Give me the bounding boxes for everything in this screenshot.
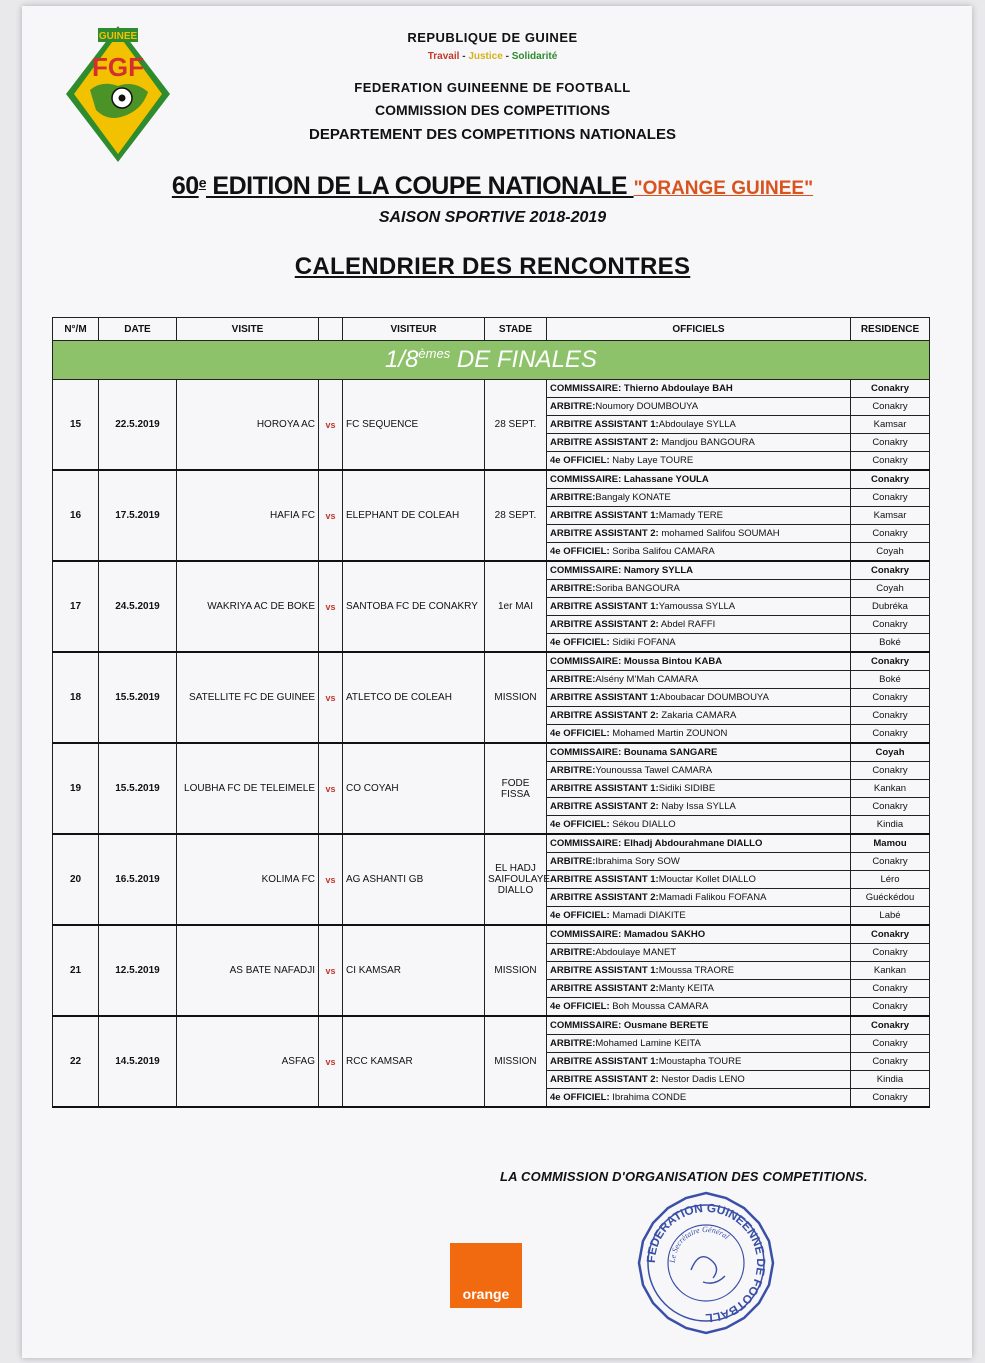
official-name: Alsény M'Mah CAMARA: [595, 674, 699, 685]
official-residence: Boké: [851, 671, 930, 689]
home-team: AS BATE NAFADJI: [177, 925, 319, 1016]
official-residence: Conakry: [851, 470, 930, 489]
official-entry: [547, 1016, 851, 1035]
table-row: [53, 743, 930, 762]
official-residence: Conakry: [851, 561, 930, 580]
federation-name: FEDERATION GUINEENNE DE FOOTBALL: [354, 80, 631, 95]
official-entry: [547, 561, 851, 580]
official-role: ARBITRE:: [550, 1038, 596, 1049]
official-role: ARBITRE ASSISTANT 1:: [550, 601, 659, 612]
official-name: Younoussa Tawel CAMARA: [595, 765, 713, 776]
official-role: 4e OFFICIEL:: [550, 637, 610, 648]
official-role: COMMISSAIRE:: [550, 565, 622, 576]
official-entry: [547, 725, 851, 744]
official-name: Moustapha TOURE: [658, 1056, 742, 1067]
official-name: Mamadi DIAKITE: [609, 910, 686, 921]
vs-label: vs: [319, 1016, 343, 1107]
official-role: COMMISSAIRE:: [550, 383, 622, 394]
vs-label: vs: [319, 470, 343, 561]
stadium: FODE FISSA: [485, 743, 547, 834]
official-name: Namory SYLLA: [621, 565, 694, 576]
home-team: WAKRIYA AC DE BOKE: [177, 561, 319, 652]
table-row: [53, 470, 930, 489]
vs-label: vs: [319, 743, 343, 834]
official-entry: [547, 616, 851, 634]
official-name: Ibrahima CONDE: [609, 1092, 687, 1103]
home-team: ASFAG: [177, 1016, 319, 1107]
official-name: Abdel RAFFI: [658, 619, 716, 630]
official-residence: Labé: [851, 907, 930, 926]
official-entry: [547, 543, 851, 562]
home-team: HAFIA FC: [177, 470, 319, 561]
official-role: ARBITRE ASSISTANT 2:: [550, 710, 659, 721]
official-name: Soriba BANGOURA: [595, 583, 680, 594]
official-entry: [547, 853, 851, 871]
federation-stamp: [633, 1190, 779, 1336]
away-team: ATLETCO DE COLEAH: [343, 652, 485, 743]
match-number: 16: [53, 470, 99, 561]
vs-label: vs: [319, 925, 343, 1016]
official-entry: [547, 489, 851, 507]
official-residence: Conakry: [851, 925, 930, 944]
official-role: ARBITRE ASSISTANT 2:: [550, 619, 659, 630]
official-residence: Conakry: [851, 1035, 930, 1053]
official-name: Ousmane BERETE: [621, 1020, 709, 1031]
official-role: COMMISSAIRE:: [550, 747, 622, 758]
official-name: Mamadou SAKHO: [621, 929, 706, 940]
official-residence: Mamou: [851, 834, 930, 853]
official-name: Sidiki FOFANA: [609, 637, 676, 648]
match-number: 19: [53, 743, 99, 834]
stadium: MISSION: [485, 652, 547, 743]
match-date: 24.5.2019: [99, 561, 177, 652]
official-entry: [547, 1053, 851, 1071]
home-team: KOLIMA FC: [177, 834, 319, 925]
official-name: Moussa TRAORE: [658, 965, 735, 976]
motto-solidarite: Solidarité: [511, 51, 558, 62]
official-role: ARBITRE ASSISTANT 2:: [550, 983, 659, 994]
away-team: FC SEQUENCE: [343, 380, 485, 471]
official-residence: Boké: [851, 634, 930, 653]
official-name: Naby Issa SYLLA: [658, 801, 736, 812]
official-entry: [547, 470, 851, 489]
logo-letters: FGF: [92, 52, 144, 82]
official-entry: [547, 580, 851, 598]
stadium: MISSION: [485, 925, 547, 1016]
official-name: Mohamed Lamine KEITA: [595, 1038, 701, 1049]
official-role: ARBITRE:: [550, 401, 596, 412]
official-name: Boh Moussa CAMARA: [609, 1001, 709, 1012]
vs-label: vs: [319, 561, 343, 652]
official-residence: Dubréka: [851, 598, 930, 616]
vs-label: vs: [319, 652, 343, 743]
season-subtitle: SAISON SPORTIVE 2018-2019: [378, 209, 607, 226]
stage-suffix: DE FINALES: [450, 346, 597, 373]
official-residence: Conakry: [851, 434, 930, 452]
away-team: CO COYAH: [343, 743, 485, 834]
match-number: 20: [53, 834, 99, 925]
stamp-outer-text: FEDERATION GUINEENNE DE FOOTBALL: [643, 1200, 769, 1326]
official-residence: Kankan: [851, 780, 930, 798]
stage-row: [53, 341, 930, 380]
official-residence: Conakry: [851, 762, 930, 780]
match-number: 17: [53, 561, 99, 652]
official-entry: [547, 634, 851, 653]
official-residence: Conakry: [851, 1016, 930, 1035]
official-residence: Kamsar: [851, 507, 930, 525]
official-name: Naby Laye TOURE: [609, 455, 694, 466]
official-role: ARBITRE ASSISTANT 1:: [550, 510, 659, 521]
table-header-row: [53, 318, 930, 341]
official-role: 4e OFFICIEL:: [550, 546, 610, 557]
match-number: 22: [53, 1016, 99, 1107]
stadium: 28 SEPT.: [485, 380, 547, 471]
away-team: SANTOBA FC DE CONAKRY: [343, 561, 485, 652]
official-name: Mamady TERE: [658, 510, 723, 521]
header-officiels: OFFICIELS: [547, 318, 851, 341]
department-name: DEPARTEMENT DES COMPETITIONS NATIONALES: [309, 126, 676, 143]
official-residence: Conakry: [851, 489, 930, 507]
official-role: COMMISSAIRE:: [550, 656, 622, 667]
official-residence: Conakry: [851, 998, 930, 1017]
official-name: Abdoulaye MANET: [595, 947, 677, 958]
official-name: Thierno Abdoulaye BAH: [621, 383, 733, 394]
official-entry: [547, 1089, 851, 1108]
official-role: ARBITRE:: [550, 492, 596, 503]
official-entry: [547, 652, 851, 671]
official-entry: [547, 907, 851, 926]
edition-title: [0, 172, 985, 201]
official-name: Yamoussa SYLLA: [658, 601, 736, 612]
match-number: 21: [53, 925, 99, 1016]
vs-label: vs: [319, 834, 343, 925]
commission-name: COMMISSION DES COMPETITIONS: [375, 102, 610, 118]
stadium: 28 SEPT.: [485, 470, 547, 561]
official-role: 4e OFFICIEL:: [550, 1092, 610, 1103]
official-name: Zakaria CAMARA: [658, 710, 737, 721]
match-date: 14.5.2019: [99, 1016, 177, 1107]
official-role: ARBITRE ASSISTANT 1:: [550, 783, 659, 794]
official-residence: Conakry: [851, 380, 930, 398]
match-date: 12.5.2019: [99, 925, 177, 1016]
official-name: Mamadi Falikou FOFANA: [658, 892, 767, 903]
official-name: Abdoulaye SYLLA: [658, 419, 736, 430]
official-residence: Kamsar: [851, 416, 930, 434]
header-date: DATE: [99, 318, 177, 341]
official-residence: Conakry: [851, 652, 930, 671]
official-residence: Conakry: [851, 616, 930, 634]
official-entry: [547, 671, 851, 689]
motto-sep-2: -: [505, 51, 509, 62]
stadium: 1er MAI: [485, 561, 547, 652]
official-role: ARBITRE ASSISTANT 1:: [550, 965, 659, 976]
official-role: ARBITRE ASSISTANT 1:: [550, 1056, 659, 1067]
official-entry: [547, 834, 851, 853]
away-team: RCC KAMSAR: [343, 1016, 485, 1107]
official-name: Bangaly KONATE: [595, 492, 671, 503]
home-team: HOROYA AC: [177, 380, 319, 471]
motto-sep-1: -: [462, 51, 466, 62]
official-entry: [547, 980, 851, 998]
header-visite: VISITE: [177, 318, 319, 341]
official-role: ARBITRE ASSISTANT 1:: [550, 692, 659, 703]
official-entry: [547, 1071, 851, 1089]
stage-sup: èmes: [418, 346, 451, 361]
match-date: 22.5.2019: [99, 380, 177, 471]
motto: [0, 51, 985, 62]
official-entry: [547, 598, 851, 616]
official-residence: Léro: [851, 871, 930, 889]
official-role: 4e OFFICIEL:: [550, 1001, 610, 1012]
official-name: Sidiki SIDIBE: [658, 783, 716, 794]
official-name: Noumory DOUMBOUYA: [595, 401, 699, 412]
official-entry: [547, 925, 851, 944]
official-name: Sékou DIALLO: [609, 819, 676, 830]
official-entry: [547, 944, 851, 962]
official-role: ARBITRE ASSISTANT 1:: [550, 874, 659, 885]
republic-title: REPUBLIQUE DE GUINEE: [407, 30, 578, 45]
official-entry: [547, 452, 851, 471]
official-role: COMMISSAIRE:: [550, 1020, 622, 1031]
official-residence: Kindia: [851, 1071, 930, 1089]
official-residence: Conakry: [851, 689, 930, 707]
official-role: ARBITRE:: [550, 765, 596, 776]
header-visiteur: VISITEUR: [343, 318, 485, 341]
official-name: Soriba Salifou CAMARA: [609, 546, 715, 557]
official-residence: Kankan: [851, 962, 930, 980]
official-role: ARBITRE ASSISTANT 1:: [550, 419, 659, 430]
vs-label: vs: [319, 380, 343, 471]
away-team: AG ASHANTI GB: [343, 834, 485, 925]
table-row: [53, 561, 930, 580]
edition-text: EDITION DE LA COUPE NATIONALE: [205, 172, 634, 200]
official-entry: [547, 689, 851, 707]
home-team: LOUBHA FC DE TELEIMELE: [177, 743, 319, 834]
match-date: 15.5.2019: [99, 743, 177, 834]
official-residence: Conakry: [851, 707, 930, 725]
edition-sponsor: "ORANGE GUINEE": [633, 178, 814, 199]
header-vs: [319, 318, 343, 341]
official-role: ARBITRE ASSISTANT 2:: [550, 528, 659, 539]
official-name: Moussa Bintou KABA: [621, 656, 723, 667]
edition-num: 60: [171, 172, 199, 200]
official-entry: [547, 398, 851, 416]
official-name: Ibrahima Sory SOW: [595, 856, 680, 867]
official-entry: [547, 707, 851, 725]
motto-justice: Justice: [468, 51, 503, 62]
official-entry: [547, 998, 851, 1017]
header-residence: RESIDENCE: [851, 318, 930, 341]
official-residence: Kindia: [851, 816, 930, 835]
logo-top-text: GUINEE: [98, 31, 138, 42]
official-residence: Conakry: [851, 725, 930, 744]
match-number: 18: [53, 652, 99, 743]
motto-travail: Travail: [427, 51, 460, 62]
official-name: Mohamed Martin ZOUNON: [609, 728, 728, 739]
match-number: 15: [53, 380, 99, 471]
official-role: COMMISSAIRE:: [550, 838, 622, 849]
table-row: [53, 925, 930, 944]
official-residence: Coyah: [851, 543, 930, 562]
official-role: ARBITRE:: [550, 856, 596, 867]
official-role: 4e OFFICIEL:: [550, 819, 610, 830]
calendar-title: CALENDRIER DES RENCONTRES: [294, 253, 691, 280]
official-residence: Conakry: [851, 798, 930, 816]
official-name: Aboubacar DOUMBOUYA: [658, 692, 769, 703]
official-role: 4e OFFICIEL:: [550, 455, 610, 466]
official-entry: [547, 871, 851, 889]
stadium: MISSION: [485, 1016, 547, 1107]
home-team: SATELLITE FC DE GUINEE: [177, 652, 319, 743]
official-role: COMMISSAIRE:: [550, 474, 622, 485]
edition-sup: e: [198, 174, 206, 191]
official-entry: [547, 816, 851, 835]
table-row: [53, 834, 930, 853]
away-team: ELEPHANT DE COLEAH: [343, 470, 485, 561]
orange-logo-text: orange: [462, 1286, 510, 1302]
official-name: Mouctar Kollet DIALLO: [658, 874, 756, 885]
official-name: mohamed Salifou SOUMAH: [658, 528, 780, 539]
official-role: ARBITRE:: [550, 583, 596, 594]
schedule-table: [52, 317, 930, 1108]
official-residence: Coyah: [851, 743, 930, 762]
away-team: CI KAMSAR: [343, 925, 485, 1016]
official-entry: [547, 1035, 851, 1053]
official-entry: [547, 743, 851, 762]
official-name: Manty KEITA: [658, 983, 714, 994]
official-residence: Coyah: [851, 580, 930, 598]
official-entry: [547, 434, 851, 452]
table-row: [53, 380, 930, 398]
official-name: Mandjou BANGOURA: [658, 437, 755, 448]
match-date: 17.5.2019: [99, 470, 177, 561]
official-entry: [547, 762, 851, 780]
official-entry: [547, 416, 851, 434]
official-role: ARBITRE:: [550, 947, 596, 958]
official-role: COMMISSAIRE:: [550, 929, 622, 940]
header-stade: STADE: [485, 318, 547, 341]
official-role: 4e OFFICIEL:: [550, 910, 610, 921]
official-residence: Conakry: [851, 853, 930, 871]
official-role: 4e OFFICIEL:: [550, 728, 610, 739]
official-residence: Conakry: [851, 452, 930, 471]
official-entry: [547, 507, 851, 525]
official-name: Lahassane YOULA: [621, 474, 709, 485]
match-date: 15.5.2019: [99, 652, 177, 743]
official-residence: Conakry: [851, 1089, 930, 1108]
official-role: ARBITRE ASSISTANT 2:: [550, 437, 659, 448]
official-entry: [547, 798, 851, 816]
stamp-inner-text: Le Secrétaire Général: [667, 1224, 731, 1264]
official-name: Elhadj Abdourahmane DIALLO: [621, 838, 763, 849]
official-residence: Conakry: [851, 525, 930, 543]
official-entry: [547, 780, 851, 798]
header-num: N°/M: [53, 318, 99, 341]
official-entry: [547, 525, 851, 543]
official-residence: Guéckédou: [851, 889, 930, 907]
official-residence: Conakry: [851, 398, 930, 416]
official-residence: Conakry: [851, 944, 930, 962]
official-entry: [547, 962, 851, 980]
commission-signature: LA COMMISSION D'ORGANISATION DES COMPETITIONS.: [500, 1169, 868, 1184]
official-name: Nestor Dadis LENO: [658, 1074, 745, 1085]
official-entry: [547, 889, 851, 907]
orange-logo: [450, 1243, 522, 1308]
stage-label: [53, 341, 930, 380]
official-entry: [547, 380, 851, 398]
official-residence: Conakry: [851, 980, 930, 998]
official-role: ARBITRE ASSISTANT 2:: [550, 1074, 659, 1085]
official-role: ARBITRE:: [550, 674, 596, 685]
table-row: [53, 1016, 930, 1035]
official-residence: Conakry: [851, 1053, 930, 1071]
stadium: EL HADJ SAIFOULAYE DIALLO: [485, 834, 547, 925]
official-role: ARBITRE ASSISTANT 2:: [550, 892, 659, 903]
table-row: [53, 652, 930, 671]
match-date: 16.5.2019: [99, 834, 177, 925]
official-role: ARBITRE ASSISTANT 2:: [550, 801, 659, 812]
stage-prefix: 1/8: [385, 346, 419, 373]
official-name: Bounama SANGARE: [621, 747, 718, 758]
